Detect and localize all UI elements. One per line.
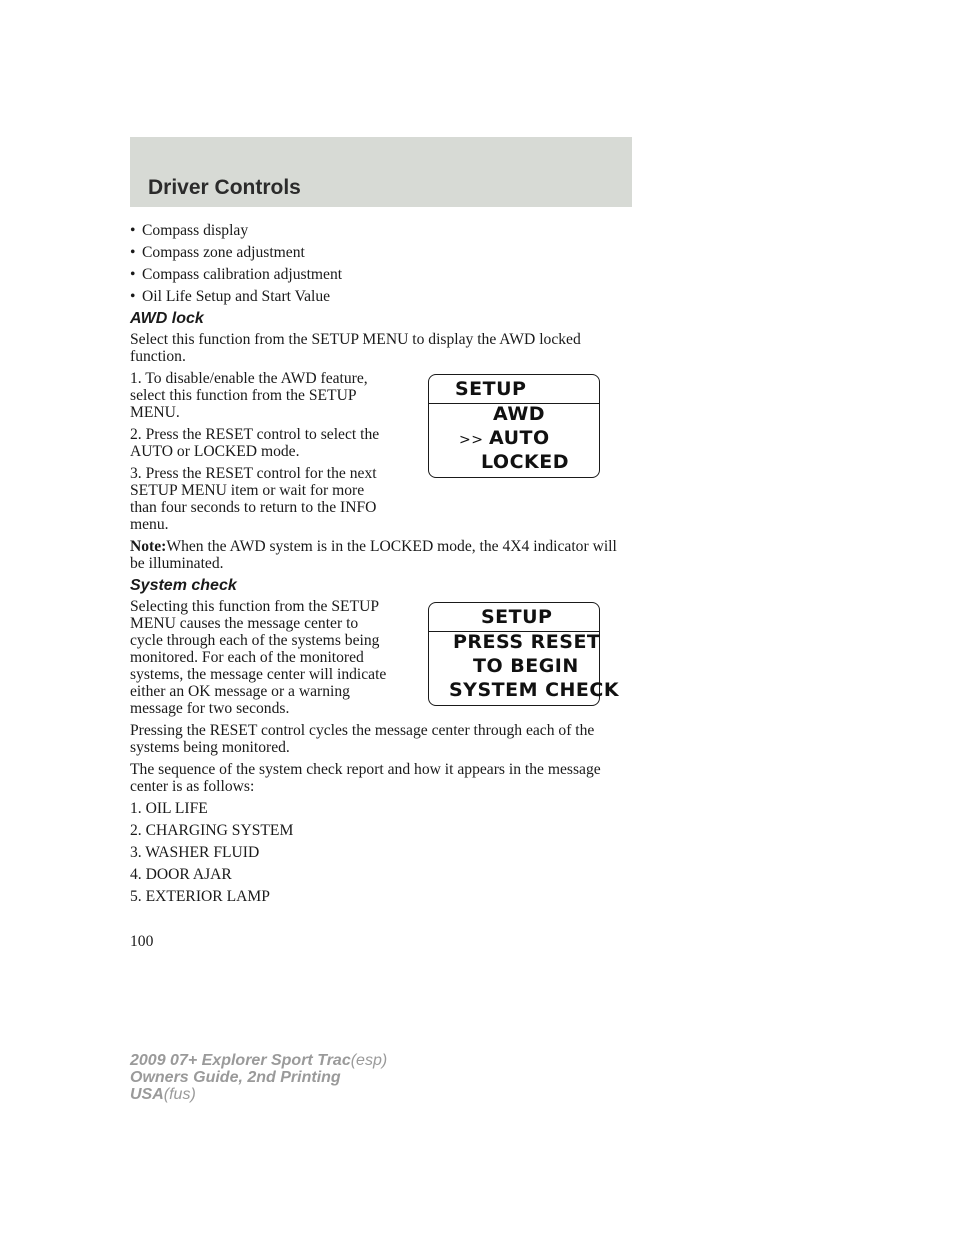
list-item: 2. CHARGING SYSTEM [130,822,294,839]
awd-lock-heading: AWD lock [130,310,204,327]
footer-market: USA [130,1086,164,1103]
selection-cursor-icon: >> [459,432,484,448]
awd-step-2: 2. Press the RESET control to select the AUTO or LOCKED mode. [130,426,380,460]
display-line: SYSTEM CHECK [449,679,620,701]
awd-steps-section [130,370,635,533]
list-item: • Compass zone adjustment [130,244,635,261]
awd-note [130,538,635,572]
display-line: SETUP [455,378,527,400]
page-content [130,222,635,910]
awd-intro: Select this function from the SETUP MENU to display the AWD locked function. [130,331,581,365]
footer-code: (esp) [350,1052,388,1069]
note-text: When the AWD system is in the LOCKED mode, the 4X4 indicator will be illuminated. [130,538,617,572]
footer-market-code: (fus) [163,1086,196,1103]
list-item: 3. WASHER FLUID [130,844,260,861]
footer-title: 2009 07+ Explorer Sport Trac [130,1052,351,1069]
feature-list [130,222,635,305]
note-label: Note: [130,538,167,555]
list-item: 1. OIL LIFE [130,800,208,817]
display-line: SETUP [481,606,553,628]
display-line: AUTO [489,427,550,449]
system-check-intro: Selecting this function from the SETUP MENU causes the message center to cycle through each of the systems being monitored. For each of the monitored systems, the message center will indicate either an OK message or a warning message for two seconds. [130,598,387,717]
document-footer [130,1052,387,1103]
list-item: • Compass display [130,222,635,239]
awd-step-3: 3. Press the RESET control for the next SETUP MENU item or wait for more than four seconds to return to the INFO menu. [130,465,377,533]
awd-display-illustration [428,374,600,478]
system-check-display-illustration [428,602,620,706]
list-item: 5. EXTERIOR LAMP [130,888,270,905]
list-item: 4. DOOR AJAR [130,866,232,883]
footer-edition: Owners Guide, 2nd Printing [130,1069,341,1086]
list-item: • Oil Life Setup and Start Value [130,288,635,305]
page-number: 100 [130,933,154,950]
system-check-para-2: Pressing the RESET control cycles the message center through each of the systems being monitored. [130,722,595,756]
display-line: AWD [493,403,546,425]
system-check-section [130,598,635,717]
system-check-heading: System check [130,577,237,594]
display-line: TO BEGIN [473,655,579,677]
display-line: LOCKED [481,451,569,473]
awd-step-1: 1. To disable/enable the AWD feature, select this function from the SETUP MENU. [130,370,368,421]
list-item: • Compass calibration adjustment [130,266,635,283]
display-line: PRESS RESET [453,631,601,653]
system-check-para-3: The sequence of the system check report and how it appears in the message center is as follows: [130,761,601,795]
section-title: Driver Controls [148,176,301,199]
